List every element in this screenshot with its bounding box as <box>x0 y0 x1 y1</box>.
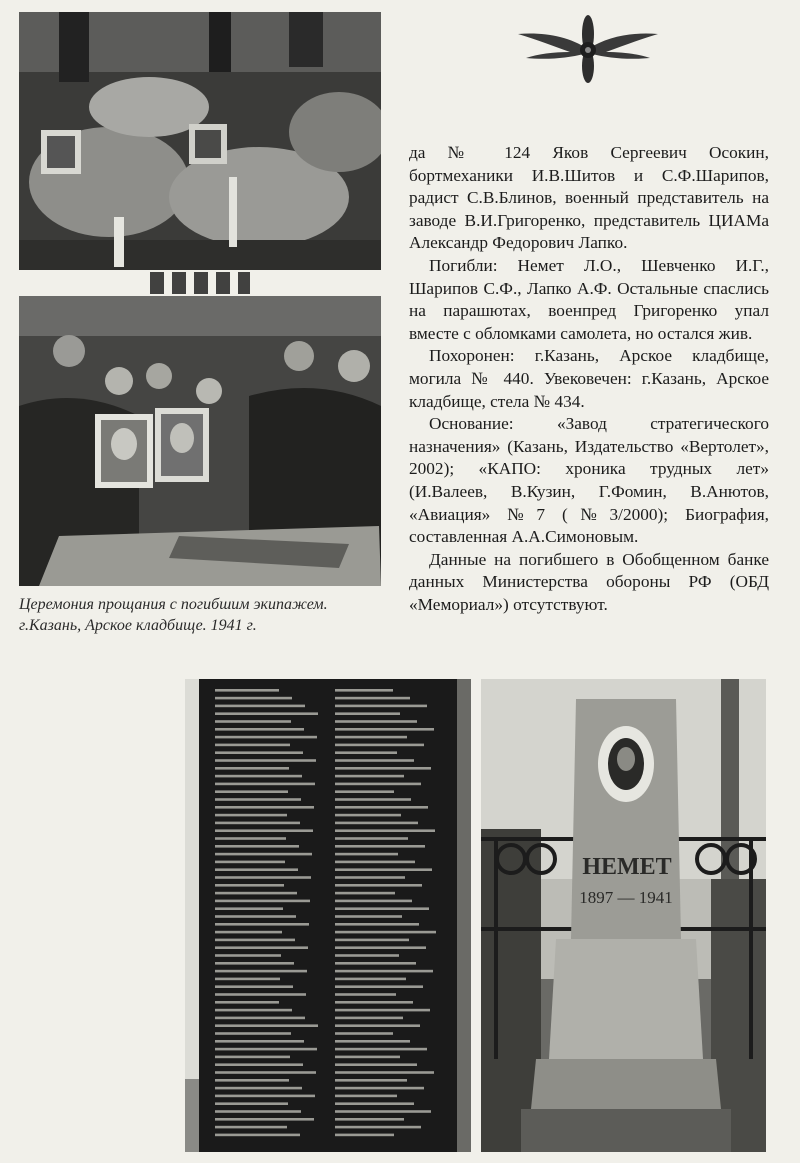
stele-engraving-line <box>215 1134 300 1137</box>
stele-engraving-line <box>215 806 314 809</box>
stele-engraving-line <box>335 970 433 973</box>
stele-engraving-line <box>215 946 308 949</box>
stele-engraving-line <box>215 1087 302 1090</box>
stele-engraving-line <box>335 884 422 887</box>
memorial-stele-photo-art <box>185 679 471 1152</box>
mourners-photo-art <box>19 296 381 586</box>
stele-engraving-line <box>215 970 307 973</box>
stele-engraving-line <box>215 1032 291 1035</box>
stele-engraving-line <box>335 1063 417 1066</box>
stele-engraving-line <box>335 783 421 786</box>
stele-engraving-line <box>215 1095 315 1098</box>
stele-engraving-line <box>215 1118 314 1121</box>
stele-engraving-line <box>215 837 286 840</box>
stele-engraving-line <box>335 814 401 817</box>
stele-engraving-line <box>215 1063 303 1066</box>
stele-engraving-line <box>215 861 285 864</box>
stele-engraving-line <box>215 939 295 942</box>
article-paragraph-burial: Похоронен: г.Казань, Арское кладбище, могила № 440. Увековечен: г.Казань, Арское кладбище, стела № 434. <box>409 346 769 411</box>
grave-inscription-years: 1897 — 1941 <box>579 888 673 907</box>
stele-engraving-line <box>335 775 404 778</box>
stele-engraving-line <box>215 790 288 793</box>
stele-engraving-line <box>335 712 400 715</box>
stele-engraving-line <box>215 868 298 871</box>
article-paragraph-crew: да № 124 Яков Сергеевич Осокин, бортмеханики И.В.Шитов и С.Ф.Шарипов, радист С.В.Блинов, военный представитель на заводе В.И.Григоренко, представитель ЦИАМа Александр Федорович Лапко. <box>409 143 769 253</box>
stele-engraving-line <box>335 845 425 848</box>
article-paragraph-database: Данные на погибшего в Обобщенном банке данных Министерства обороны РФ (ОБД «Мемориал») отсутствуют. <box>409 549 769 614</box>
stele-engraving-line <box>215 829 313 832</box>
stele-engraving-line <box>335 900 412 903</box>
stele-engraving-line <box>215 884 284 887</box>
stele-engraving-line <box>215 736 317 739</box>
stele-engraving-line <box>215 822 300 825</box>
stele-engraving-line <box>215 744 290 747</box>
funeral-photo <box>19 12 381 270</box>
funeral-photo-art <box>19 12 381 270</box>
grave-inscription-name: НЕМЕТ <box>582 854 672 880</box>
stele-engraving-line <box>215 985 293 988</box>
gravestone-photo <box>481 679 766 1152</box>
gravestone-photo-art <box>481 679 766 1152</box>
stele-engraving-line <box>215 775 302 778</box>
caption-line-2: г.Казань, Арское кладбище. 1941 г. <box>19 617 257 634</box>
stele-engraving-line <box>215 845 299 848</box>
stele-engraving-line <box>215 1102 288 1105</box>
stele-engraving-line <box>335 720 417 723</box>
stele-engraving-line <box>335 736 407 739</box>
stele-engraving-line <box>335 837 408 840</box>
stele-engraving-line <box>335 1095 397 1098</box>
stele-engraving-line <box>215 978 280 981</box>
article-paragraph-sources: Основание: «Завод стратегического назначения» (Казань, Издательство «Вертолет», 2002); «КАПО: хроника трудных лет» (И.Валеев, В.Кузин, Г.Фомин, В.Анютов, «Авиация» №7 (№3/2000); Биография, составленная А.А.Симоновым. <box>409 414 769 547</box>
stele-engraving-line <box>215 1040 304 1043</box>
stele-engraving-line <box>335 1017 403 1020</box>
article-paragraph-killed: Погибли: Немет Л.О., Шевченко И.Г., Шарипов С.Ф., Лапко А.Ф. Остальные спаслись на парашютах, военпред Григоренко упал вместе с обломками самолета, но остался жив. <box>409 255 769 343</box>
stele-engraving-line <box>215 689 279 692</box>
stele-engraving-line <box>335 1079 407 1082</box>
stele-engraving-line <box>215 814 287 817</box>
mourners-photo <box>19 296 381 586</box>
stele-engraving-line <box>215 798 301 801</box>
stele-engraving-line <box>335 767 431 770</box>
stele-engraving-line <box>215 923 309 926</box>
stele-engraving-line <box>335 1024 420 1027</box>
stele-engraving-line <box>335 923 419 926</box>
stele-engraving-line <box>215 900 310 903</box>
memorial-stele-photo <box>185 679 471 1152</box>
stele-engraving-line <box>335 1032 393 1035</box>
stele-engraving-line <box>215 1009 292 1012</box>
stele-engraving-line <box>335 868 432 871</box>
stele-engraving-line <box>215 915 296 918</box>
stele-engraving-line <box>335 728 434 731</box>
stele-engraving-line <box>215 1024 318 1027</box>
stele-engraving-line <box>335 705 427 708</box>
stele-engraving-line <box>215 876 311 879</box>
stele-engraving-line <box>335 1001 413 1004</box>
stele-engraving-line <box>215 993 306 996</box>
photo-caption <box>19 594 389 636</box>
stele-engraving-line <box>335 1110 431 1113</box>
stele-engraving-line <box>335 1102 414 1105</box>
stele-engraving-line <box>335 759 414 762</box>
stele-engraving-line <box>215 697 292 700</box>
aviation-wings-propeller-icon <box>518 14 658 84</box>
stele-engraving-line <box>335 798 411 801</box>
stele-engraving-line <box>335 751 397 754</box>
stele-engraving-line <box>215 931 282 934</box>
stele-engraving-line <box>335 985 423 988</box>
stele-engraving-line <box>335 1071 434 1074</box>
stele-engraving-line <box>335 829 435 832</box>
stele-engraving-line <box>335 954 399 957</box>
stele-engraving-line <box>335 822 418 825</box>
stele-engraving-line <box>215 767 289 770</box>
stele-engraving-line <box>215 853 312 856</box>
stele-engraving-line <box>335 1118 404 1121</box>
stele-engraving-line <box>335 1134 394 1137</box>
article-body <box>409 142 769 616</box>
stele-engraving-line <box>215 907 283 910</box>
stele-engraving-line <box>215 1017 305 1020</box>
stele-engraving-line <box>335 744 424 747</box>
stele-engraving-line <box>215 720 291 723</box>
stele-engraving-line <box>335 1040 410 1043</box>
stele-engraving-line <box>215 954 281 957</box>
stele-engraving-line <box>335 1009 430 1012</box>
stele-engraving-line <box>335 892 395 895</box>
stele-engraving-line <box>215 1056 290 1059</box>
stele-engraving-line <box>215 728 304 731</box>
stele-engraving-line <box>335 1087 424 1090</box>
decorative-stripes <box>150 272 250 294</box>
stele-engraving-line <box>335 939 409 942</box>
stele-engraving-line <box>335 1056 400 1059</box>
stele-engraving-line <box>335 915 402 918</box>
stele-engraving-line <box>215 1048 317 1051</box>
stele-engraving-line <box>335 790 394 793</box>
stele-engraving-line <box>335 697 410 700</box>
stele-engraving-line <box>335 946 426 949</box>
stele-engraving-line <box>335 806 428 809</box>
stele-engraving-line <box>215 783 315 786</box>
stele-engraving-line <box>215 751 303 754</box>
stele-engraving-line <box>215 1126 287 1129</box>
stele-engraving-line <box>335 993 396 996</box>
stele-engraving-line <box>335 689 393 692</box>
stele-engraving-line <box>215 892 297 895</box>
stele-engraving-line <box>215 1001 279 1004</box>
stele-engraving-line <box>215 1071 316 1074</box>
stele-engraving-line <box>215 1110 301 1113</box>
caption-line-1: Церемония прощания с погибшим экипажем. <box>19 596 328 613</box>
stele-engraving-line <box>215 962 294 965</box>
stele-engraving-line <box>335 853 398 856</box>
stele-engraving-line <box>335 861 415 864</box>
stele-engraving-line <box>215 759 316 762</box>
stele-engraving-line <box>215 1079 289 1082</box>
stele-engraving-line <box>215 712 318 715</box>
stele-engraving-line <box>335 1126 421 1129</box>
stele-engraving-line <box>335 907 429 910</box>
stele-engraving-line <box>335 962 416 965</box>
stele-engraving-line <box>335 978 406 981</box>
stele-engraving-line <box>335 876 405 879</box>
stele-engraving-line <box>215 705 305 708</box>
stele-engraving-line <box>335 931 436 934</box>
stele-engraving-line <box>335 1048 427 1051</box>
